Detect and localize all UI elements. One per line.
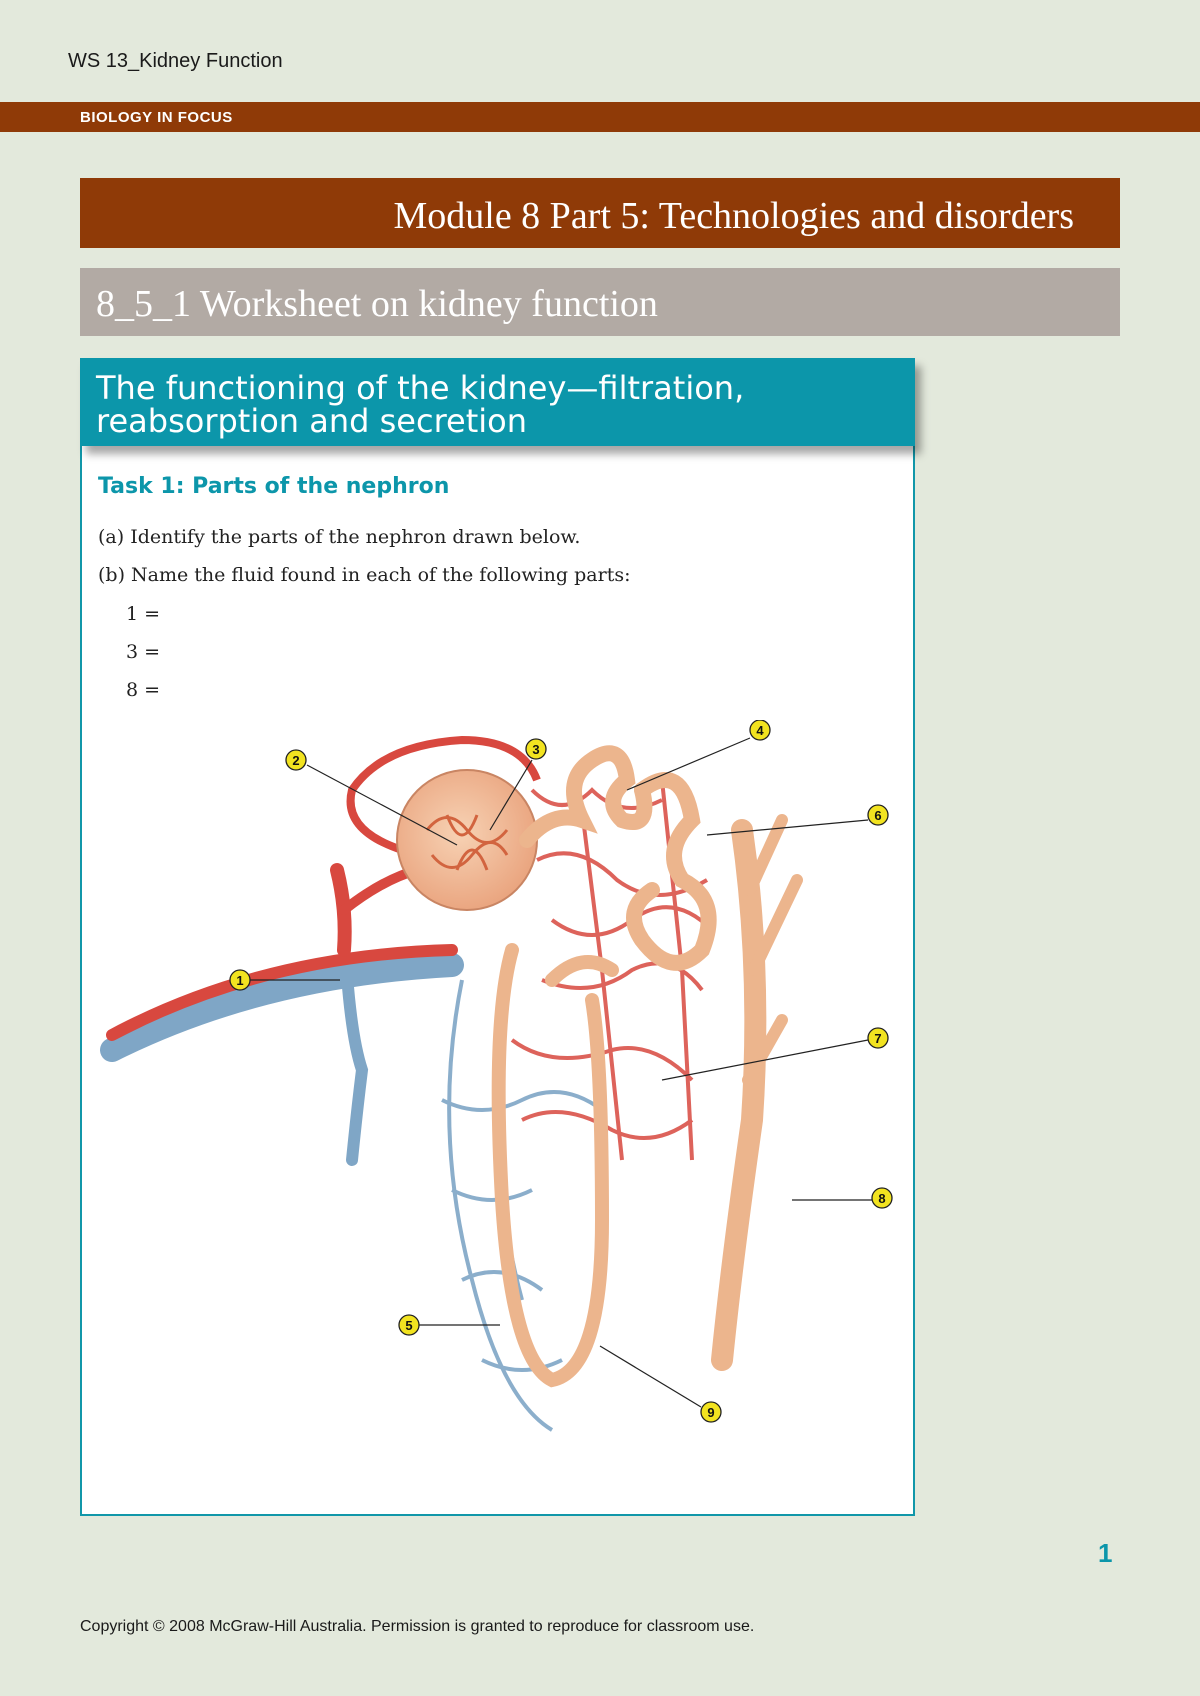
svg-text:5: 5 xyxy=(405,1318,413,1333)
copyright-notice: Copyright © 2008 McGraw-Hill Australia. Permission is granted to reproduce for classroom use. xyxy=(80,1618,755,1635)
label-6 xyxy=(868,805,888,825)
worksheet-banner xyxy=(80,268,1120,336)
label-2 xyxy=(286,750,306,770)
answer-line-8[interactable]: 8 = xyxy=(126,679,161,701)
brand-label: BIOLOGY IN FOCUS xyxy=(80,109,233,126)
module-title: Module 8 Part 5: Technologies and disorders xyxy=(393,195,1074,237)
section-title: The functioning of the kidney—filtration, reabsorption and secretion xyxy=(80,358,915,446)
svg-text:7: 7 xyxy=(874,1031,882,1046)
label-4 xyxy=(750,720,770,740)
label-3 xyxy=(526,739,546,759)
label-9 xyxy=(701,1402,721,1422)
loop-of-henle xyxy=(499,950,602,1380)
svg-text:4: 4 xyxy=(756,723,764,738)
question-a: (a) Identify the parts of the nephron drawn below. xyxy=(98,526,581,548)
label-8 xyxy=(872,1188,892,1208)
task-title: Task 1: Parts of the nephron xyxy=(98,474,450,499)
label-7 xyxy=(868,1028,888,1048)
venule xyxy=(347,975,362,1160)
document-header: WS 13_Kidney Function xyxy=(68,50,283,72)
bowmans-capsule xyxy=(397,770,537,910)
svg-text:9: 9 xyxy=(707,1405,715,1420)
nephron-diagram xyxy=(82,720,913,1510)
label-1 xyxy=(230,970,250,990)
svg-text:1: 1 xyxy=(236,973,244,988)
label-5 xyxy=(399,1315,419,1335)
brand-bar xyxy=(0,102,1200,132)
svg-text:8: 8 xyxy=(878,1191,886,1206)
svg-text:2: 2 xyxy=(292,753,300,768)
worksheet-title: 8_5_1 Worksheet on kidney function xyxy=(96,283,658,325)
svg-text:6: 6 xyxy=(874,808,882,823)
page-number: 1 xyxy=(1098,1538,1113,1568)
task-content-box xyxy=(80,358,915,1516)
module-banner xyxy=(80,178,1120,248)
answer-line-3[interactable]: 3 = xyxy=(126,641,161,663)
answer-line-1[interactable]: 1 = xyxy=(126,603,161,625)
question-b: (b) Name the fluid found in each of the following parts: xyxy=(98,564,631,586)
svg-text:3: 3 xyxy=(532,742,540,757)
collecting-duct xyxy=(722,830,755,1360)
